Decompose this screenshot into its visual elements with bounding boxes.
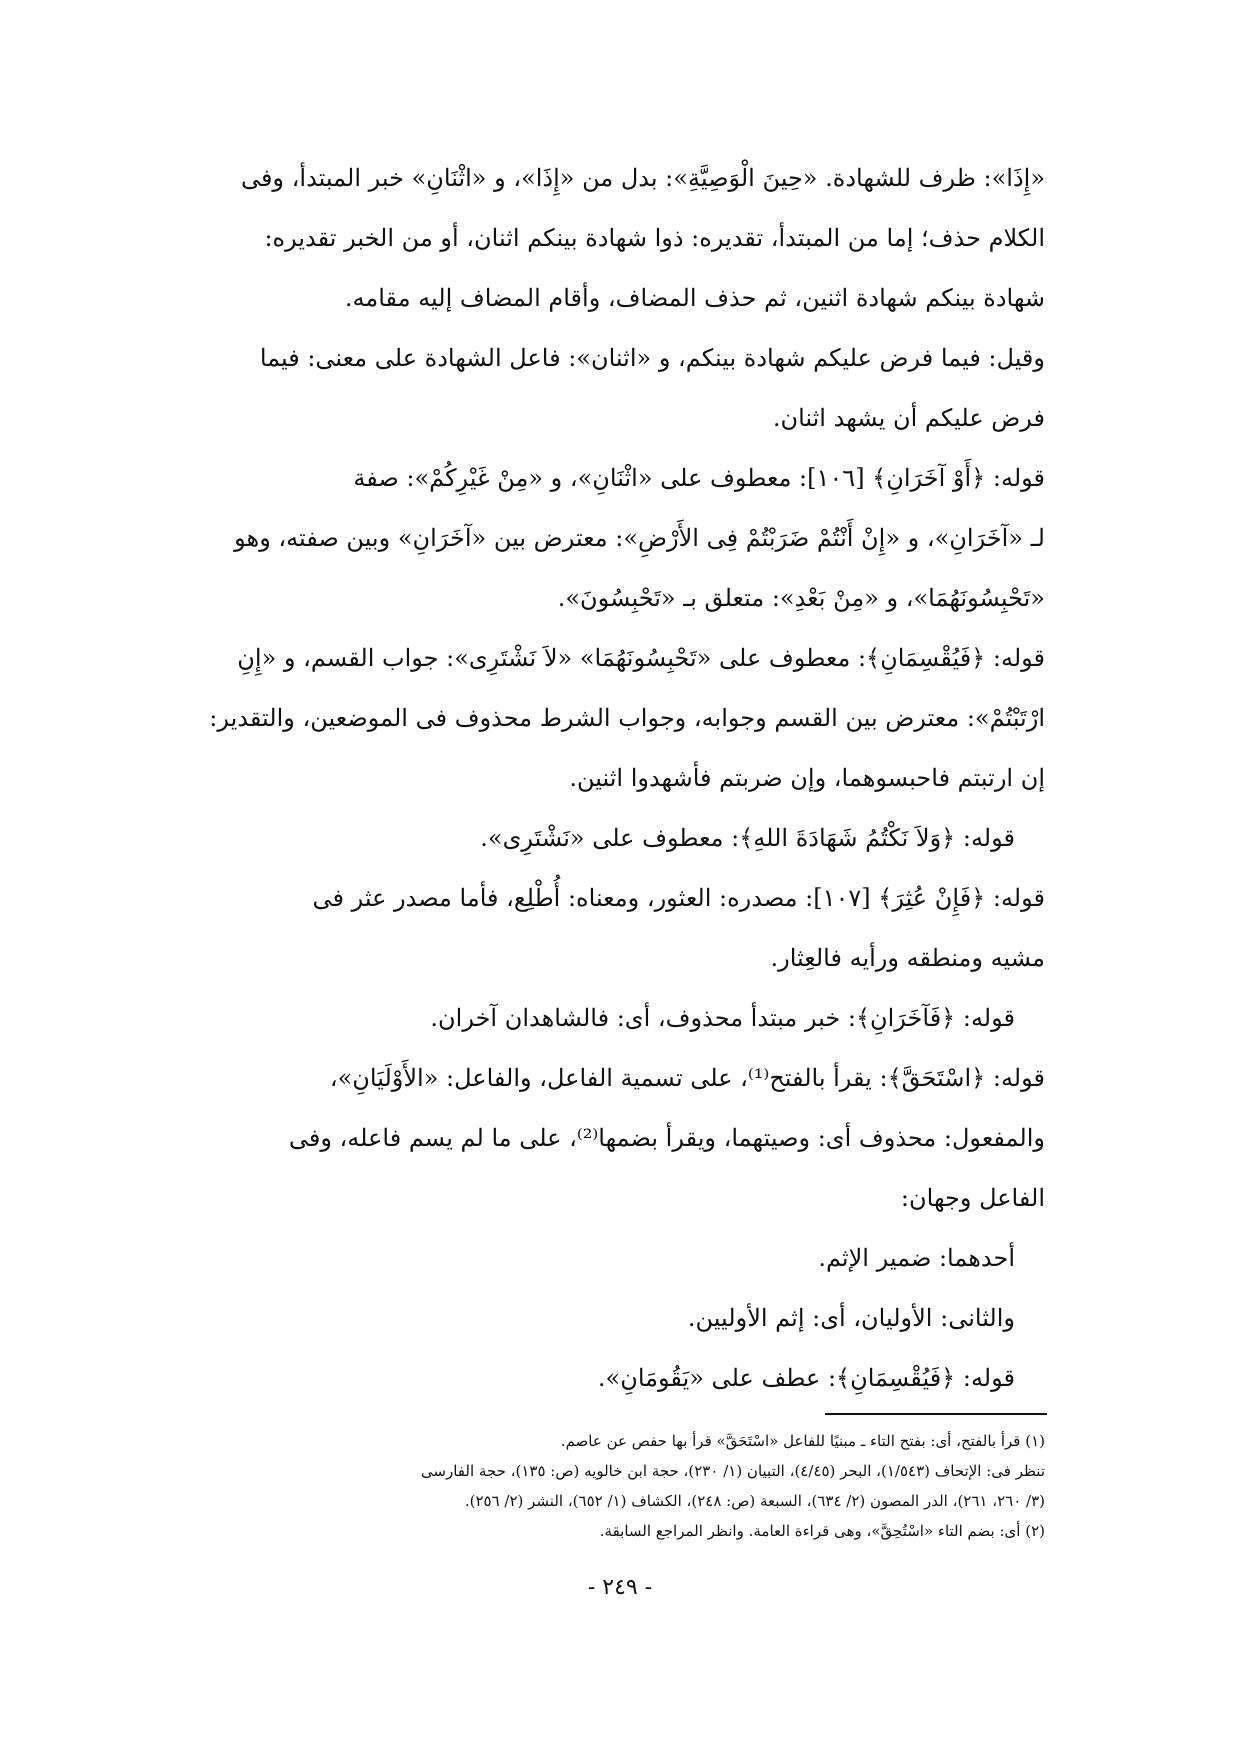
text-line-5: فرض عليكم أن يشهد اثنان.: [772, 404, 1045, 432]
text-line-19: أحدهما: ضمير الإثم.: [818, 1244, 1015, 1272]
footnote-line-4: (٢) أى: بضم التاء «اسْتُحِقَّ»، وهى قراءة العامة. وانظر المراجع السابقة.: [599, 1522, 1045, 1540]
text-line-18: الفاعل وجهان:: [900, 1184, 1045, 1212]
text-line-21: قوله: ﴿فَيُقْسِمَانِ﴾: عطف على «يَقُومَانِ».: [597, 1364, 1015, 1392]
text-line-10: ارْتَبْتُمْ»: معترض بين القسم وجوابه، وجواب الشرط محذوف فى الموضعين، والتقدير:: [209, 704, 1045, 732]
text-line-16: قوله: ﴿اسْتَحَقَّ﴾: يقرأ بالفتح⁽¹⁾، على تسمية الفاعل، والفاعل: «الأَوْلَيَانِ»،: [329, 1064, 1045, 1092]
text-line-6: قوله: ﴿أَوْ آخَرَانِ﴾ [١٠٦]: معطوف على «اثْنَانِ»، و «مِنْ غَيْرِكُمْ»: صفة: [353, 464, 1045, 492]
text-line-9: قوله: ﴿فَيُقْسِمَانِ﴾: معطوف على «تَحْبِسُونَهُمَا» «لاَ نَشْتَرِى»: جواب القسم، و «إِنِ: [237, 644, 1045, 672]
text-line-4: وقيل: فيما فرض عليكم شهادة بينكم، و «اثنان»: فاعل الشهادة على معنى: فيما: [259, 344, 1045, 372]
footnotes: [190, 1426, 1045, 1546]
footnote-line-1: (١) قرأ بالفتح، أى: بفتح التاء ـ مبنيًا للفاعل «اسْتَحَقَّ» قرأ بها حفص عن عاصم.: [560, 1432, 1045, 1450]
text-line-3: شهادة بينكم شهادة اثنين، ثم حذف المضاف، وأقام المضاف إليه مقامه.: [344, 284, 1045, 312]
text-line-1: «إِذَا»: ظرف للشهادة. «حِينَ الْوَصِيَّةِ»: بدل من «إِذَا»، و «اثْنَانِ» خبر المبتدأ، وفى: [240, 164, 1045, 192]
text-line-15: قوله: ﴿فَآخَرَانِ﴾: خبر مبتدأ محذوف، أى: فالشاهدان آخران.: [430, 1004, 1015, 1032]
text-line-20: والثانى: الأوليان، أى: إثم الأوليين.: [687, 1304, 1015, 1332]
text-line-2: الكلام حذف؛ إما من المبتدأ، تقديره: ذوا شهادة بينكم اثنان، أو من الخبر تقديره:: [264, 224, 1045, 252]
footnote-line-3: (٣/ ٢٦٠، ٢٦١)، الدر المصون (٢/ ٦٣٤)، السبعة (ص: ٢٤٨)، الكشاف (١/ ٦٥٢)، النشر (٢/ ٢٥٦).: [464, 1492, 1045, 1510]
text-line-17: والمفعول: محذوف أى: وصيتهما، ويقرأ بضمها⁽²⁾، على ما لم يسم فاعله، وفى: [288, 1124, 1045, 1152]
main-text: [190, 148, 1045, 1408]
text-line-14: مشيه ومنطقه ورأيه فالعِثار.: [770, 944, 1045, 972]
text-line-11: إن ارتبتم فاحبسوهما، وإن ضربتم فأشهدوا اثنين.: [569, 764, 1045, 792]
text-line-8: «تَحْبِسُونَهُمَا»، و «مِنْ بَعْدِ»: متعلق بـ «تَحْبِسُونَ».: [557, 584, 1045, 612]
text-line-7: لـ «آخَرَانِ»، و «إِنْ أَنْتُمْ ضَرَبْتُمْ فِى الأَرْضِ»: معترض بين «آخَرَانِ» وبين صفته، وهو: [234, 524, 1045, 552]
text-line-12: قوله: ﴿وَلاَ نَكْتُمُ شَهَادَةَ اللهِ﴾: معطوف على «نَشْتَرِى».: [480, 824, 1015, 852]
footnote-line-2: تنظر فى: الإتحاف (١/٥٤٣)، البحر (٤/٤٥)، التبيان (١/ ٢٣٠)، حجة ابن خالويه (ص: ١٣٥)، حجة الفارسى: [420, 1462, 1045, 1480]
footnote-divider: [825, 1413, 1047, 1415]
text-line-13: قوله: ﴿فَإِنْ عُثِرَ﴾ [١٠٧]: مصدره: العثور، ومعناه: أُطْلِع، فأما مصدر عثر فى: [312, 884, 1045, 912]
page-number: - ٢٤٩ -: [587, 1575, 653, 1600]
